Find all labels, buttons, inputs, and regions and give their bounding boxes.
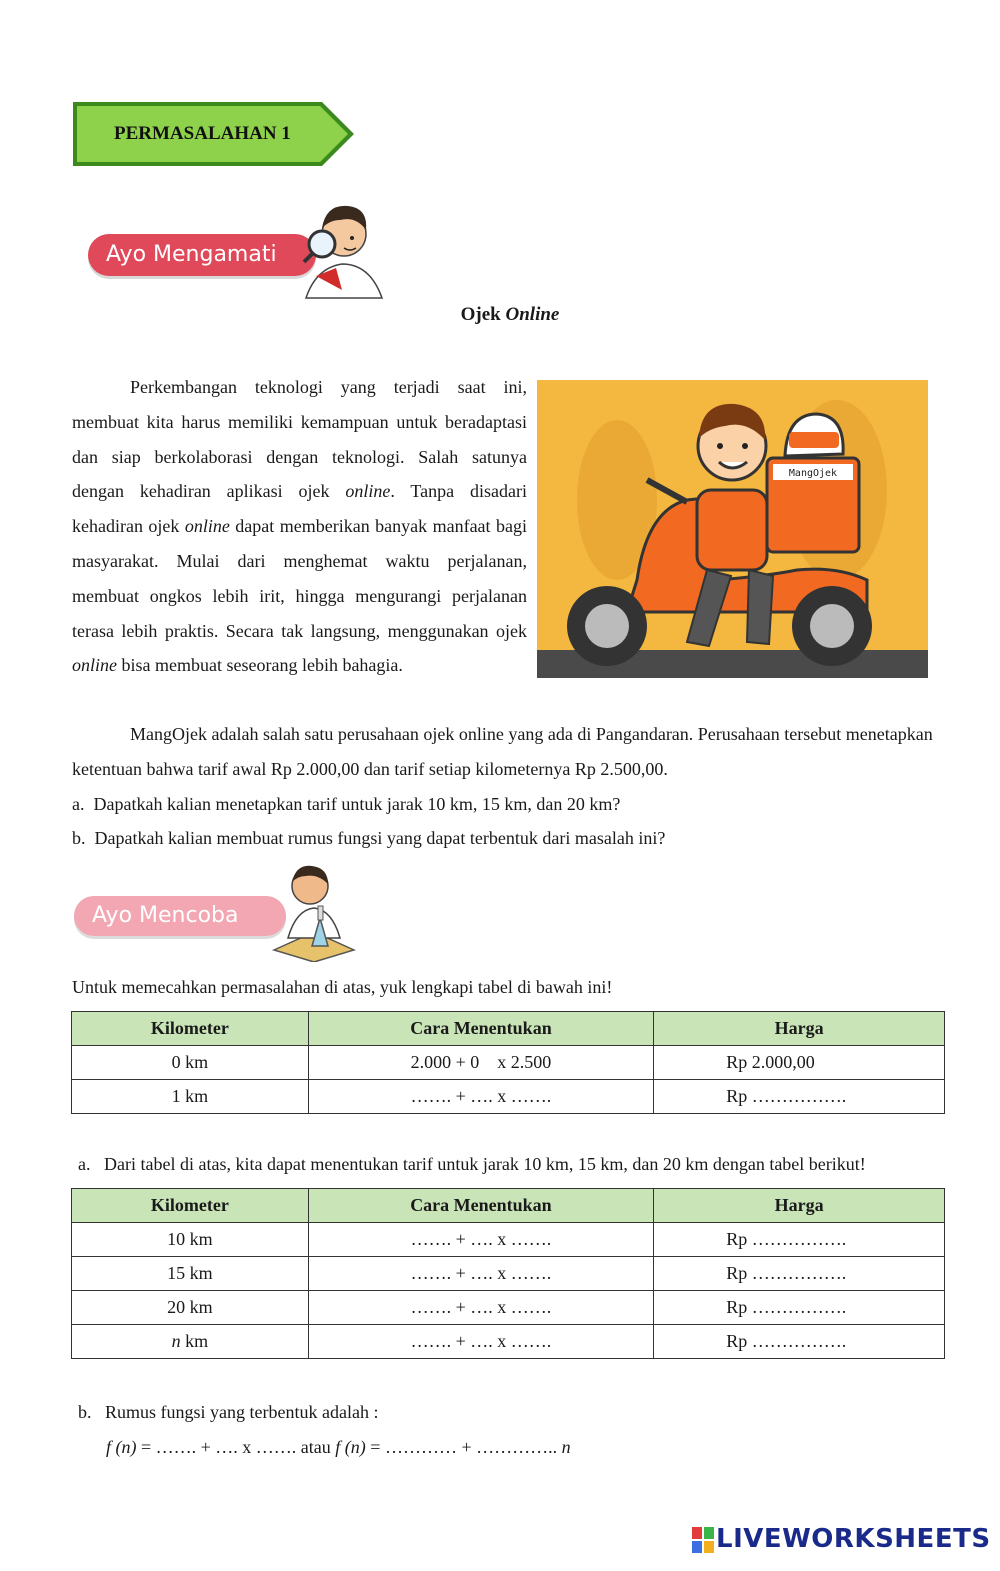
ayo-mencoba-badge xyxy=(74,896,286,936)
liveworksheets-icon xyxy=(692,1527,714,1553)
para-text: bisa membuat seseorang lebih bahagia. xyxy=(117,655,403,676)
col-header: Kilometer xyxy=(72,1189,309,1223)
logo-text: LIVEWORKSHEETS xyxy=(716,1524,991,1554)
table-row xyxy=(72,1046,945,1080)
formula-f: f (n) xyxy=(106,1437,137,1457)
cell-harga: Rp 2.000,00 xyxy=(654,1046,945,1080)
article-title xyxy=(0,304,1000,326)
liveworksheets-logo xyxy=(692,1524,991,1558)
part-b xyxy=(78,1402,378,1423)
part-a-text: Dari tabel di atas, kita dapat menentukan tarif untuk jarak 10 km, 15 km, dan 20 km dengan tabel berikut! xyxy=(104,1154,866,1174)
problem-text: MangOjek adalah salah satu perusahaan ojek online yang ada di Pangandaran. Perusahaan tersebut menetapkan ketentuan bahwa tarif awal Rp 2.000,00 dan tarif setiap kilometernya Rp 2.500,00. xyxy=(72,724,933,779)
question-marker: a. xyxy=(72,793,85,814)
col-header: Cara Menentukan xyxy=(308,1012,654,1046)
part-marker: b. xyxy=(78,1402,92,1422)
table-row xyxy=(72,1257,945,1291)
question-marker: b. xyxy=(72,828,86,849)
formula-n: n xyxy=(561,1437,571,1457)
table-row xyxy=(72,1325,945,1359)
col-header: Harga xyxy=(654,1012,945,1046)
function-formula xyxy=(106,1437,571,1458)
table-header-row xyxy=(72,1012,945,1046)
question-a xyxy=(72,787,950,822)
para-text: . Tanpa disadari kehadiran ojek xyxy=(72,481,527,537)
formula-f: f (n) xyxy=(335,1437,366,1457)
table-tarif-dasar xyxy=(71,1011,945,1114)
var-n: n xyxy=(171,1331,181,1351)
cell-harga-input[interactable]: Rp ……………. xyxy=(654,1257,945,1291)
para-text: dapat memberikan banyak manfaat bagi masyarakat. Mulai dari menghemat waktu perjalanan, membuat ongkos lebih irit, hingga mengurangi perjalanan terasa lebih praktis. Secara tak langsung, menggunakan ojek xyxy=(72,516,527,641)
part-marker: a. xyxy=(78,1154,91,1174)
boy-magnifier-icon xyxy=(296,198,388,302)
table-row xyxy=(72,1291,945,1325)
ojek-rider-image xyxy=(537,380,928,678)
question-text: Dapatkah kalian membuat rumus fungsi yang dapat terbentuk dari masalah ini? xyxy=(94,828,666,849)
instruction-text: Untuk memecahkan permasalahan di atas, yuk lengkapi tabel di bawah ini! xyxy=(72,977,613,997)
cell-harga-input[interactable]: Rp ……………. xyxy=(654,1291,945,1325)
cell-kilometer: 10 km xyxy=(72,1223,309,1257)
cell-cara-input[interactable]: ……. + …. x ……. xyxy=(308,1080,654,1114)
boy-experiment-icon xyxy=(270,858,356,962)
ojek-illustration xyxy=(537,380,928,678)
cell-cara-input[interactable]: ……. + …. x ……. xyxy=(308,1325,654,1359)
box-label: MangOjek xyxy=(788,468,838,479)
table-row xyxy=(72,1080,945,1114)
cell-kilometer: 20 km xyxy=(72,1291,309,1325)
cell-harga-input[interactable]: Rp ……………. xyxy=(654,1080,945,1114)
part-b-text: Rumus fungsi yang terbentuk adalah : xyxy=(105,1402,379,1422)
para-text: Perkembangan teknologi yang terjadi saat ini, membuat kita harus memiliki kemampuan untuk beradaptasi dan siap berkolaborasi dengan teknologi. Salah satunya dengan kehadiran aplikasi ojek xyxy=(72,377,527,502)
table-tarif-jarak xyxy=(71,1188,945,1359)
para-italic: online xyxy=(72,655,117,676)
col-header: Harga xyxy=(654,1189,945,1223)
cell-kilometer xyxy=(72,1325,309,1359)
unit-km: km xyxy=(180,1331,209,1351)
title-italic: Online xyxy=(505,304,560,325)
cell-kilometer: 15 km xyxy=(72,1257,309,1291)
problem-statement xyxy=(72,717,950,856)
cell-kilometer: 1 km xyxy=(72,1080,309,1114)
table-header-row xyxy=(72,1189,945,1223)
ayo-mengamati-label: Ayo Mengamati xyxy=(106,242,277,267)
table-row xyxy=(72,1223,945,1257)
formula-blank[interactable]: = ……. + …. x ……. atau xyxy=(136,1437,336,1457)
col-header: Kilometer xyxy=(72,1012,309,1046)
cell-kilometer: 0 km xyxy=(72,1046,309,1080)
title-text: Ojek xyxy=(460,304,506,325)
intro-paragraph xyxy=(72,370,527,683)
ayo-mengamati-badge xyxy=(88,234,316,276)
cell-harga-input[interactable]: Rp ……………. xyxy=(654,1223,945,1257)
ayo-mencoba-label: Ayo Mencoba xyxy=(92,903,239,928)
col-header: Cara Menentukan xyxy=(308,1189,654,1223)
question-text: Dapatkah kalian menetapkan tarif untuk jarak 10 km, 15 km, dan 20 km? xyxy=(93,793,621,814)
banner-title: PERMASALAHAN 1 xyxy=(114,123,291,144)
cell-cara-input[interactable]: ……. + …. x ……. xyxy=(308,1291,654,1325)
cell-cara-input[interactable]: ……. + …. x ……. xyxy=(308,1257,654,1291)
section-banner xyxy=(72,101,356,167)
cell-cara-input[interactable]: ……. + …. x ……. xyxy=(308,1223,654,1257)
para-italic: online xyxy=(345,481,391,502)
para-italic: online xyxy=(184,516,230,537)
cell-harga-input[interactable]: Rp ……………. xyxy=(654,1325,945,1359)
formula-blank[interactable]: = ………… + ………….. xyxy=(365,1437,562,1457)
cell-cara: 2.000 + 0 x 2.500 xyxy=(308,1046,654,1080)
question-b xyxy=(72,821,950,856)
part-a xyxy=(78,1154,866,1175)
